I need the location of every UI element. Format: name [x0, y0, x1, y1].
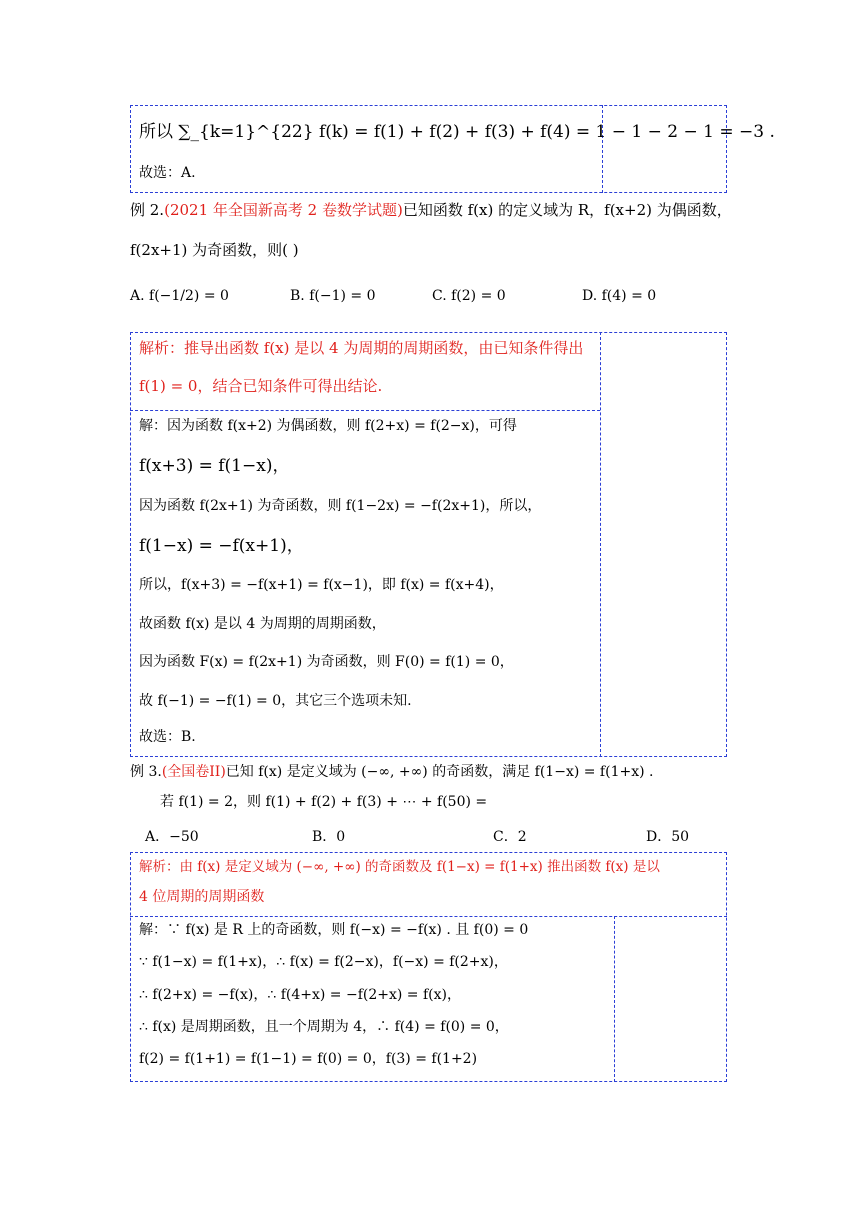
solution-box-1	[130, 105, 727, 193]
solution-line: f(1−x) = −f(x+1)，	[139, 536, 304, 556]
solution-line: f(x+3) = f(1−x)，	[139, 456, 290, 476]
box-divider	[130, 410, 600, 411]
solution-line: 因为函数 F(x) = f(2x+1) 为奇函数，则 F(0) = f(1) = 0，	[139, 654, 514, 670]
option-a: A．−50	[145, 829, 199, 845]
example-3-heading	[130, 762, 653, 782]
solution-line: ∴ f(x) 是周期函数，且一个周期为 4，∴ f(4) = f(0) = 0，	[139, 1019, 509, 1035]
solution-line: 故选：B.	[139, 729, 196, 745]
option-c: C. f(2) = 0	[432, 288, 506, 304]
example-2-heading	[130, 200, 732, 220]
solution-line: 解：∵ f(x) 是 R 上的奇函数，则 f(−x) = −f(x) . 且 f(0) = 0	[139, 922, 529, 938]
solution-line: 所以，f(x+3) = −f(x+1) = f(x−1)，即 f(x) = f(x+4)，	[139, 577, 504, 593]
option-d: D. f(4) = 0	[582, 288, 657, 304]
solution-line: 故函数 f(x) 是以 4 为周期的周期函数，	[139, 616, 386, 632]
analysis-line-1: 解析：由 f(x) 是定义域为 (−∞, +∞) 的奇函数及 f(1−x) = f(1+x) 推出函数 f(x) 是以	[139, 859, 660, 875]
solution-line: 故 f(−1) = −f(1) = 0，其它三个选项未知.	[139, 693, 412, 709]
option-b: B．0	[312, 829, 346, 845]
sum-equation: 所以 ∑_{k=1}^{22} f(k) = f(1) + f(2) + f(3) + f(4) = 1 − 1 − 2 − 1 = −3 .	[139, 122, 775, 142]
example-2-source: (2021 年全国新高考 2 卷数学试题)	[164, 201, 403, 219]
example-2-prefix: 例 2.	[130, 201, 165, 219]
solution-line: ∴ f(2+x) = −f(x)，∴ f(4+x) = −f(2+x) = f(x)，	[139, 987, 461, 1003]
solution-line: 解：因为函数 f(x+2) 为偶函数，则 f(2+x) = f(2−x)，可得	[139, 418, 517, 434]
example-3-stem-2: 若 f(1) = 2，则 f(1) + f(2) + f(3) + ⋯ + f(50) =	[160, 794, 488, 810]
solution-line: ∵ f(1−x) = f(1+x)，∴ f(x) = f(2−x)，f(−x) = f(2+x)，	[139, 954, 508, 970]
answer-line: 故选：A.	[139, 165, 196, 181]
solution-line: 因为函数 f(2x+1) 为奇函数，则 f(1−2x) = −f(2x+1)，所以，	[139, 498, 542, 514]
analysis-line-2: f(1) = 0，结合已知条件可得出结论.	[139, 377, 383, 395]
option-c: C．2	[493, 829, 527, 845]
solution-line: f(2) = f(1+1) = f(1−1) = f(0) = 0，f(3) = f(1+2)	[139, 1051, 478, 1067]
option-a: A. f(−1/2) = 0	[130, 288, 229, 304]
box-divider	[130, 916, 727, 917]
example-2-stem-2: f(2x+1) 为奇函数，则( )	[130, 241, 299, 259]
box-divider	[600, 332, 601, 757]
box-divider	[614, 916, 615, 1082]
option-b: B. f(−1) = 0	[290, 288, 376, 304]
box-divider	[602, 105, 603, 193]
example-3-prefix: 例 3.	[130, 764, 162, 780]
example-2-stem-1: 已知函数 f(x) 的定义域为 R，f(x+2) 为偶函数，	[402, 201, 732, 219]
example-3-stem-1: 已知 f(x) 是定义域为 (−∞, +∞) 的奇函数，满足 f(1−x) = f(1+x) .	[225, 764, 654, 780]
option-d: D．50	[646, 829, 690, 845]
analysis-line-2: 4 位周期的周期函数	[139, 889, 265, 905]
analysis-line-1: 解析：推导出函数 f(x) 是以 4 为周期的周期函数，由已知条件得出	[139, 339, 584, 357]
example-3-source: (全国卷II)	[161, 764, 226, 780]
